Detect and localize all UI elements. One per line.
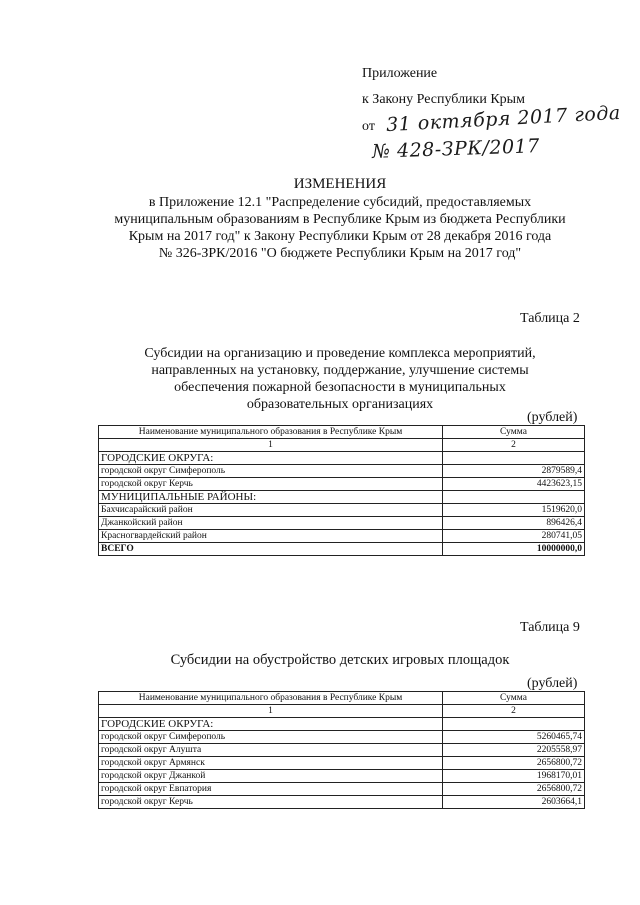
table9-unit: (рублей) [527, 676, 578, 691]
table-row [99, 757, 585, 770]
table-row [99, 491, 585, 504]
row-name: городской округ Евпатория [99, 783, 443, 796]
subtitle-line: муниципальным образованиям в Республике Крым из бюджета Республики [114, 212, 566, 227]
row-value [443, 491, 585, 504]
row-value: 4423623,15 [443, 478, 585, 491]
subtitle-line: в Приложение 12.1 "Распределение субсидий, предоставляемых [148, 195, 532, 210]
column-header-sum: Сумма [443, 426, 585, 439]
table2-title-line: направленных на установку, поддержание, улучшение системы [151, 363, 529, 378]
table-row [99, 718, 585, 731]
table-row [99, 744, 585, 757]
table-row [99, 770, 585, 783]
table-row [99, 731, 585, 744]
document-heading: ИЗМЕНЕНИЯ [293, 176, 387, 192]
row-value: 2656800,72 [443, 757, 585, 770]
table9-label: Таблица 9 [520, 620, 580, 635]
column-header-name: Наименование муниципального образования в Республике Крым [99, 426, 443, 439]
subtitle-line: № 326-ЗРК/2016 "О бюджете Республики Крым на 2017 год" [158, 246, 522, 261]
row-name: городской округ Симферополь [99, 465, 443, 478]
group-label: МУНИЦИПАЛЬНЫЕ РАЙОНЫ: [99, 491, 443, 504]
table2-title-line: обеспечения пожарной безопасности в муниципальных [174, 380, 506, 395]
column-header-name: Наименование муниципального образования в Республике Крым [99, 692, 443, 705]
row-name: городской округ Керчь [99, 796, 443, 809]
column-number: 2 [443, 705, 585, 718]
table2-title-line: образовательных организациях [246, 397, 434, 412]
table-row [99, 452, 585, 465]
handwritten-date: 31 октября 2017 года [385, 101, 622, 137]
row-value: 2205558,97 [443, 744, 585, 757]
table2-title [60, 345, 620, 413]
table-row [99, 783, 585, 796]
table2-title-line: Субсидии на организацию и проведение комплекса мероприятий, [144, 346, 536, 361]
row-value: 5260465,74 [443, 731, 585, 744]
law-reference: к Закону Республики Крым [362, 92, 525, 107]
date-prefix: от [362, 119, 375, 134]
row-name: городской округ Симферополь [99, 731, 443, 744]
document-subtitle [60, 194, 620, 262]
total-label: ВСЕГО [99, 543, 443, 556]
row-value: 2656800,72 [443, 783, 585, 796]
row-name: Бахчисарайский район [99, 504, 443, 517]
group-label: ГОРОДСКИЕ ОКРУГА: [99, 718, 443, 731]
row-name: городской округ Армянск [99, 757, 443, 770]
handwritten-number: № 428-ЗРК/2017 [371, 135, 541, 163]
row-value: 1519620,0 [443, 504, 585, 517]
row-name: городской округ Керчь [99, 478, 443, 491]
table-row [99, 530, 585, 543]
table-row [99, 465, 585, 478]
column-number: 1 [99, 439, 443, 452]
row-value: 896426,4 [443, 517, 585, 530]
table2-unit: (рублей) [527, 410, 578, 425]
table2 [98, 425, 585, 556]
table-row [99, 796, 585, 809]
table-row [99, 517, 585, 530]
row-value: 280741,05 [443, 530, 585, 543]
row-name: Джанкойский район [99, 517, 443, 530]
group-label: ГОРОДСКИЕ ОКРУГА: [99, 452, 443, 465]
table2-label: Таблица 2 [520, 311, 580, 326]
column-header-sum: Сумма [443, 692, 585, 705]
column-number: 1 [99, 705, 443, 718]
row-value: 2879589,4 [443, 465, 585, 478]
column-number: 2 [443, 439, 585, 452]
table-row [99, 504, 585, 517]
row-value [443, 718, 585, 731]
row-name: Красногвардейский район [99, 530, 443, 543]
table-row [99, 478, 585, 491]
total-value: 10000000,0 [443, 543, 585, 556]
row-value: 2603664,1 [443, 796, 585, 809]
row-name: городской округ Джанкой [99, 770, 443, 783]
row-value: 1968170,01 [443, 770, 585, 783]
subtitle-line: Крым на 2017 год" к Закону Республики Крым от 28 декабря 2016 года [128, 229, 552, 244]
row-name: городской округ Алушта [99, 744, 443, 757]
table9-title: Субсидии на обустройство детских игровых площадок [170, 652, 510, 668]
row-value [443, 452, 585, 465]
appendix-label: Приложение [362, 66, 438, 81]
table9 [98, 691, 585, 809]
total-row [99, 543, 585, 556]
